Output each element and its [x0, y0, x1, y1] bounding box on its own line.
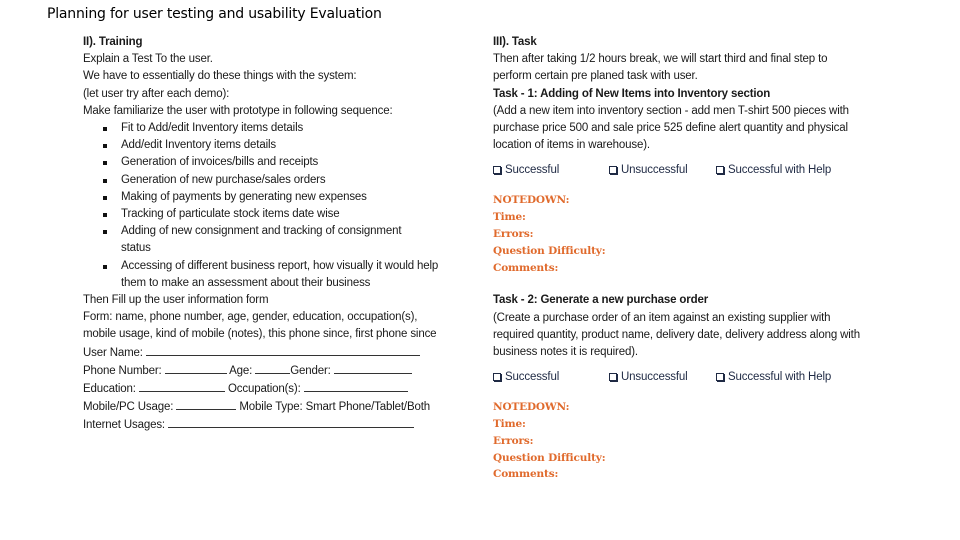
task-2-successful-checkbox[interactable]: [493, 368, 609, 386]
list-item-text: Making of payments by generating new expenses: [121, 190, 367, 203]
checkbox-label: Successful: [505, 370, 560, 383]
list-item-text: Fit to Add/edit Inventory items details: [121, 122, 304, 135]
comments-label: Comments:: [493, 261, 559, 274]
checkbox-icon: [609, 373, 617, 381]
checkbox-icon: [716, 373, 724, 381]
list-item: [83, 206, 463, 223]
task-section: [493, 34, 873, 483]
list-item-text: Add/edit Inventory items details: [121, 139, 277, 152]
task-heading: III). Task: [493, 36, 537, 48]
education-occupation-row: [83, 380, 463, 398]
notedown-label: NOTEDOWN:: [493, 194, 570, 207]
task-1-description: (Add a new item into inventory section - add men T-shirt 500 pieces with purchase price 500 and sale price 525 define alert quantity and physical location of items in warehouse).: [493, 104, 849, 152]
errors-label: Errors:: [493, 434, 534, 447]
education-label: Education:: [83, 383, 136, 396]
phone-number-field[interactable]: [165, 362, 227, 374]
checkbox-icon: [493, 373, 501, 381]
bullet-icon: [103, 161, 107, 165]
checkbox-label: Successful: [505, 163, 560, 176]
bullet-icon: [103, 230, 107, 234]
phone-age-gender-row: [83, 362, 463, 380]
checkbox-icon: [716, 166, 724, 174]
checkbox-label: Successful with Help: [728, 370, 832, 383]
task-1-unsuccessful-checkbox[interactable]: [609, 161, 716, 179]
task-2-notes: [493, 399, 873, 483]
list-item-text: Generation of invoices/bills and receipts: [121, 156, 319, 169]
notedown-label: NOTEDOWN:: [493, 401, 570, 414]
page-title: Planning for user testing and usability Evaluation: [47, 6, 382, 22]
task-2-title: Task - 2: Generate a new purchase order: [493, 294, 709, 307]
training-line: Then Fill up the user information form: [83, 294, 269, 307]
list-item-text: Accessing of different business report, how visually it would help them to make an assessment about their business: [121, 259, 439, 289]
training-heading: II). Training: [83, 36, 143, 48]
list-item: [83, 137, 463, 154]
task-2-description: (Create a purchase order of an item against an existing supplier with required quantity, product name, delivery date, delivery address along with business notes it is required).: [493, 311, 860, 359]
checkbox-icon: [493, 166, 501, 174]
age-label: Age:: [229, 364, 253, 377]
user-name-label: User Name:: [83, 346, 143, 359]
errors-label: Errors:: [493, 228, 534, 241]
usage-type-row: [83, 398, 463, 416]
internet-usages-field[interactable]: [168, 416, 414, 428]
training-line: Explain a Test To the user.: [83, 53, 213, 66]
task-1-successful-with-help-checkbox[interactable]: [716, 161, 831, 179]
list-item: [83, 154, 463, 171]
bullet-icon: [103, 196, 107, 200]
task-1-successful-checkbox[interactable]: [493, 161, 609, 179]
bullet-icon: [103, 179, 107, 183]
comments-label: Comments:: [493, 468, 559, 481]
education-field[interactable]: [139, 380, 225, 392]
list-item: [83, 223, 421, 257]
task-2-successful-with-help-checkbox[interactable]: [716, 368, 831, 386]
list-item: [83, 189, 463, 206]
task-2-outcome: [493, 368, 873, 386]
checkbox-label: Unsuccessful: [621, 370, 688, 383]
mobile-type-label: Mobile Type: Smart Phone/Tablet/Both: [239, 401, 431, 414]
list-item: [83, 172, 463, 189]
list-item-text: Adding of new consignment and tracking of consignment status: [121, 225, 402, 255]
age-field[interactable]: [255, 362, 290, 374]
bullet-icon: [103, 265, 107, 269]
internet-usages-row: [83, 416, 463, 434]
training-section: [83, 34, 463, 435]
training-line: We have to essentially do these things with the system:: [83, 70, 357, 83]
task-intro: Then after taking 1/2 hours break, we will start third and final step to perform certain pre planed task with user.: [493, 53, 828, 83]
list-item: [83, 120, 463, 137]
occupation-label: Occupation(s):: [227, 383, 301, 396]
list-item: [83, 258, 441, 292]
question-difficulty-label: Question Difficulty:: [493, 244, 606, 257]
form-description: Form: name, phone number, age, gender, education, occupation(s), mobile usage, kind of mobile (notes), this phone since, first phone since: [83, 311, 437, 341]
user-name-field[interactable]: [146, 344, 420, 356]
question-difficulty-label: Question Difficulty:: [493, 451, 606, 464]
task-1-notes: [493, 192, 873, 276]
task-2-unsuccessful-checkbox[interactable]: [609, 368, 716, 386]
training-line: Make familiarize the user with prototype in following sequence:: [83, 104, 393, 117]
checkbox-icon: [609, 166, 617, 174]
list-item-text: Tracking of particulate stock items date wise: [121, 208, 340, 221]
training-line: (let user try after each demo):: [83, 87, 230, 100]
task-1-title: Task - 1: Adding of New Items into Inventory section: [493, 87, 771, 100]
sequence-list: [83, 120, 463, 292]
mobile-pc-usage-field[interactable]: [176, 398, 236, 410]
checkbox-label: Successful with Help: [728, 163, 832, 176]
list-item-text: Generation of new purchase/sales orders: [121, 173, 326, 186]
phone-number-label: Phone Number:: [83, 364, 162, 377]
checkbox-label: Unsuccessful: [621, 163, 688, 176]
user-name-row: [83, 344, 463, 362]
bullet-icon: [103, 144, 107, 148]
time-label: Time:: [493, 211, 526, 224]
task-1-outcome: [493, 161, 873, 179]
mobile-pc-usage-label: Mobile/PC Usage:: [83, 401, 174, 414]
time-label: Time:: [493, 418, 526, 431]
bullet-icon: [103, 213, 107, 217]
gender-field[interactable]: [334, 362, 412, 374]
occupation-field[interactable]: [304, 380, 408, 392]
bullet-icon: [103, 127, 107, 131]
gender-label: Gender:: [290, 364, 331, 377]
internet-usages-label: Internet Usages:: [83, 419, 165, 432]
